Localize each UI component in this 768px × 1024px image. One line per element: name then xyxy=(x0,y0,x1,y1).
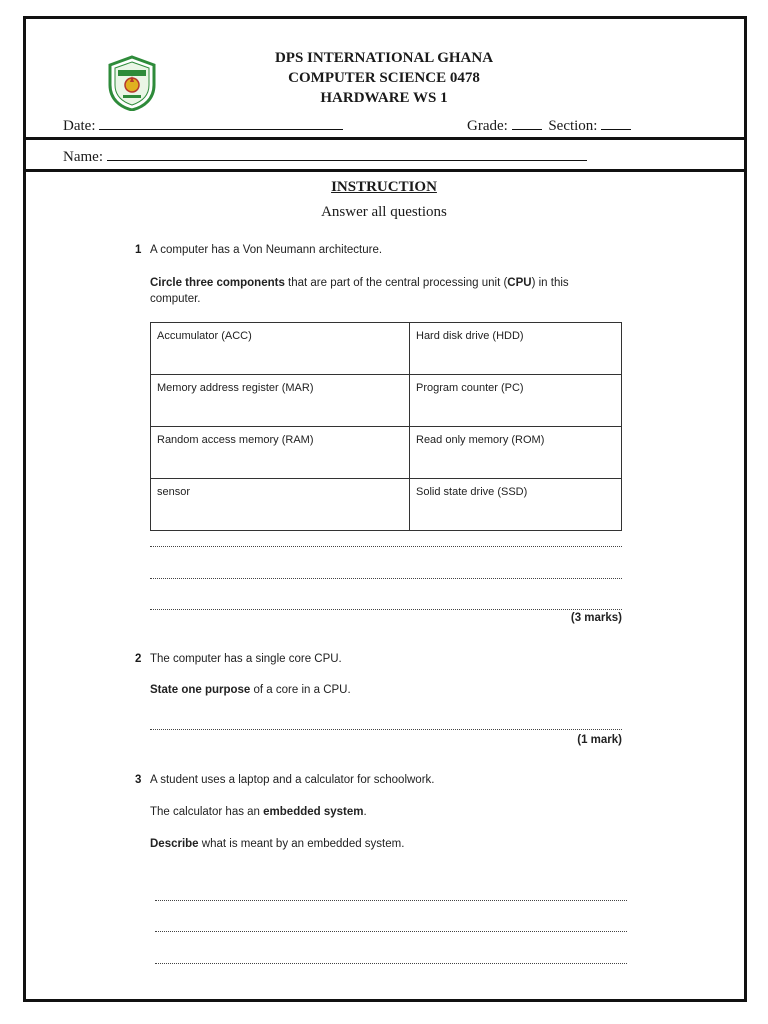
table-cell[interactable]: Solid state drive (SSD) xyxy=(410,479,622,531)
q1-text: A computer has a Von Neumann architecture. xyxy=(150,244,383,256)
q1-answer-line-1[interactable] xyxy=(150,546,622,547)
name-blank[interactable] xyxy=(107,148,587,161)
q2-marks: (1 mark) xyxy=(577,734,622,746)
table-cell[interactable]: Program counter (PC) xyxy=(410,375,622,427)
subject-title: COMPUTER SCIENCE 0478 xyxy=(288,70,480,86)
q3-answer-line-1[interactable] xyxy=(155,900,627,901)
q3-line2-bold: embedded system xyxy=(263,806,364,818)
table-row xyxy=(151,375,622,427)
instruction-title: INSTRUCTION xyxy=(331,179,437,195)
instruction-text: Answer all questions xyxy=(321,204,447,220)
q2-prompt xyxy=(150,684,351,696)
grade-label: Grade: xyxy=(467,118,508,134)
q3-line2-a: The calculator has an xyxy=(150,806,264,818)
table-cell[interactable]: Hard disk drive (HDD) xyxy=(410,323,622,375)
date-blank[interactable] xyxy=(99,117,343,130)
components-table xyxy=(150,322,622,531)
table-cell[interactable]: Random access memory (RAM) xyxy=(151,427,410,479)
q3-line2-b: . xyxy=(363,806,367,818)
divider-1 xyxy=(23,137,747,140)
q3-prompt xyxy=(150,838,404,850)
q1-marks: (3 marks) xyxy=(570,612,622,624)
q1-prompt-cpu: CPU xyxy=(507,277,532,289)
worksheet-title: HARDWARE WS 1 xyxy=(320,90,448,106)
school-name: DPS INTERNATIONAL GHANA xyxy=(274,50,494,66)
q2-prompt-bold: State one purpose xyxy=(150,684,251,696)
divider-2 xyxy=(23,169,747,172)
section-blank[interactable] xyxy=(601,117,631,130)
q3-text: A student uses a laptop and a calculator for schoolwork. xyxy=(150,774,435,786)
table-row xyxy=(151,427,622,479)
q1-answer-line-2[interactable] xyxy=(150,578,622,579)
table-row xyxy=(151,323,622,375)
q1-number: 1 xyxy=(135,244,142,256)
name-label: Name: xyxy=(63,149,103,165)
q2-answer-line[interactable] xyxy=(150,729,622,730)
q2-text: The computer has a single core CPU. xyxy=(150,653,342,665)
q3-line2 xyxy=(150,806,367,818)
q3-prompt-rest: what is meant by an embedded system. xyxy=(198,838,405,850)
table-row xyxy=(151,479,622,531)
table-cell[interactable]: sensor xyxy=(151,479,410,531)
name-field xyxy=(63,148,587,166)
table-cell[interactable]: Memory address register (MAR) xyxy=(151,375,410,427)
q2-number: 2 xyxy=(135,653,142,665)
q2-prompt-rest: of a core in a CPU. xyxy=(250,684,351,696)
q1-prompt xyxy=(150,275,610,307)
q3-answer-line-2[interactable] xyxy=(155,931,627,932)
q1-prompt-bold: Circle three components xyxy=(150,277,285,289)
table-cell[interactable]: Read only memory (ROM) xyxy=(410,427,622,479)
q3-answer-line-3[interactable] xyxy=(155,963,627,964)
date-field xyxy=(63,117,343,135)
q3-number: 3 xyxy=(135,774,142,786)
grade-blank[interactable] xyxy=(512,117,542,130)
table-cell[interactable]: Accumulator (ACC) xyxy=(151,323,410,375)
section-label: Section: xyxy=(548,118,598,134)
grade-field xyxy=(467,117,631,135)
q1-answer-line-3[interactable] xyxy=(150,609,622,610)
date-label: Date: xyxy=(63,118,96,134)
q3-prompt-bold: Describe xyxy=(150,838,199,850)
q1-prompt-rest-b: ) in this computer. xyxy=(150,277,569,305)
q1-prompt-rest-a: that are part of the central processing unit ( xyxy=(284,277,508,289)
